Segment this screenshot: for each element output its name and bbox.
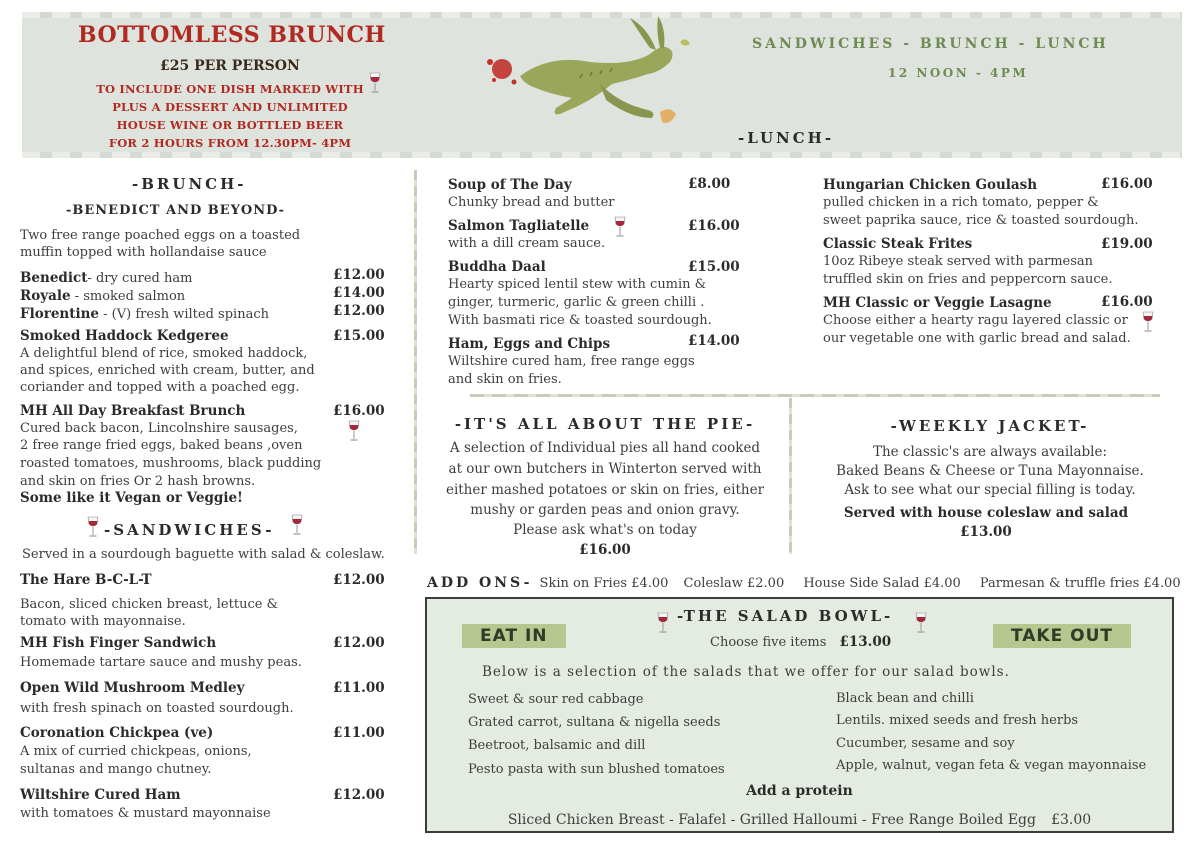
salad-choose: Choose five items <box>710 635 827 650</box>
lunch-item-name: Hungarian Chicken Goulash <box>823 177 1038 193</box>
benedict-intro-1: Two free range poached eggs on a toasted <box>20 228 301 243</box>
kedgeree-desc-1: A delightful blend of rice, smoked haddock, <box>20 346 308 361</box>
sandwich-desc: tomato with mayonnaise. <box>20 614 186 629</box>
brunch-line-3: HOUSE WINE OR BOTTLED BEER <box>116 118 344 132</box>
sandwich-price: £12.00 <box>333 635 385 651</box>
lunch-item-price: £14.00 <box>688 333 740 349</box>
sandwich-price: £12.00 <box>333 787 385 803</box>
addons-row <box>427 572 1187 593</box>
breakfast-desc-1: Cured back bacon, Lincolnshire sausages, <box>20 421 298 436</box>
sandwich-price: £11.00 <box>333 725 385 741</box>
jacket-line-2: Baked Beans & Cheese or Tuna Mayonnaise. <box>836 463 1144 479</box>
lunch-heading: -LUNCH- <box>738 129 835 147</box>
salad-option: Lentils. mixed seeds and fresh herbs <box>836 713 1079 728</box>
lunch-item-price: £16.00 <box>1101 294 1153 310</box>
pie-price: £16.00 <box>579 542 631 558</box>
salad-option: Black bean and chilli <box>836 691 974 706</box>
sandwich-price: £11.00 <box>333 680 385 696</box>
lunch-item-desc: ginger, turmeric, garlic & green chilli . <box>448 295 705 310</box>
wine-glass-icon <box>656 612 670 634</box>
benedict-intro-2: muffin topped with hollandaise sauce <box>20 245 267 260</box>
lunch-item-price: £19.00 <box>1101 236 1153 252</box>
lunch-item-desc: sweet paprika sauce, rice & toasted sourdough. <box>823 213 1139 228</box>
brunch-line-1: TO INCLUDE ONE DISH MARKED WITH <box>96 82 364 96</box>
sandwich-name: Open Wild Mushroom Medley <box>20 680 245 696</box>
lunch-item-desc: truffled skin on fries and peppercorn sauce. <box>823 272 1113 287</box>
lunch-item-name: Salmon Tagliatelle <box>448 218 590 234</box>
item-desc: - (V) fresh wilted spinach <box>99 307 269 322</box>
pie-jacket-divider <box>789 398 792 554</box>
header-hours: 12 NOON - 4PM <box>888 66 1029 80</box>
protein-options: Sliced Chicken Breast - Falafel - Grilled Halloumi - Free Range Boiled Egg <box>507 812 1036 828</box>
jacket-line-1: The classic's are always available: <box>872 444 1108 460</box>
pie-heading: -IT'S ALL ABOUT THE PIE- <box>454 415 756 433</box>
wine-glass-icon <box>86 516 100 538</box>
salad-heading: -THE SALAD BOWL- <box>677 607 894 625</box>
jacket-line-3: Ask to see what our special filling is today. <box>844 482 1136 498</box>
lunch-item-desc: and skin on fries. <box>448 372 562 387</box>
lunch-item-desc: Wiltshire cured ham, free range eggs <box>448 354 695 369</box>
breakfast-desc-3: roasted tomatoes, mushrooms, black pudding <box>20 456 322 471</box>
salad-option: Cucumber, sesame and soy <box>836 736 1015 751</box>
jacket-heading: -WEEKLY JACKET- <box>890 417 1090 435</box>
lunch-item-name: Buddha Daal <box>448 259 546 275</box>
lunch-item-price: £16.00 <box>688 218 740 234</box>
pie-line-4: mushy or garden peas and onion gravy. <box>470 502 740 518</box>
lunch-item-name: Soup of The Day <box>448 177 572 193</box>
item-desc: - smoked salmon <box>70 289 186 304</box>
wine-glass-icon <box>290 514 304 536</box>
sandwich-name: The Hare B-C-L-T <box>20 572 152 588</box>
salad-intro: Below is a selection of the salads that we offer for our salad bowls. <box>482 664 1010 680</box>
lunch-item-desc: with a dill cream sauce. <box>448 236 606 251</box>
protein-row <box>425 809 1174 830</box>
sandwich-name: Wiltshire Cured Ham <box>20 787 181 803</box>
salad-option: Pesto pasta with sun blushed tomatoes <box>468 762 725 777</box>
take-out-tag: TAKE OUT <box>993 624 1131 648</box>
kedgeree-desc-3: coriander and topped with a poached egg. <box>20 380 300 395</box>
wine-glass-icon <box>1141 311 1155 333</box>
jacket-served: Served with house coleslaw and salad <box>843 505 1129 521</box>
pie-line-5: Please ask what's on today <box>513 522 697 538</box>
eat-in-tag: EAT IN <box>462 624 566 648</box>
item-price: £14.00 <box>333 285 385 301</box>
lunch-item-desc: Hearty spiced lentil stew with cumin & <box>448 277 707 292</box>
lunch-item-name: Classic Steak Frites <box>823 236 973 252</box>
kedgeree-price: £15.00 <box>333 328 385 344</box>
jacket-price: £13.00 <box>960 524 1012 540</box>
item-desc: - dry cured ham <box>87 271 193 286</box>
bottomless-brunch-title: BOTTOMLESS BRUNCH <box>78 22 386 48</box>
addon-item: House Side Salad £4.00 <box>803 576 961 591</box>
pie-line-1: A selection of Individual pies all hand cooked <box>449 440 761 456</box>
breakfast-desc-2: 2 free range fried eggs, baked beans ,oven <box>20 438 303 453</box>
lunch-item-desc: Chunky bread and butter <box>448 195 615 210</box>
lunch-item-desc: Choose either a hearty ragu layered classic or <box>823 313 1128 328</box>
salad-option: Apple, walnut, vegan feta & vegan mayonnaise <box>836 758 1147 773</box>
item-name: Florentine <box>20 306 100 322</box>
lunch-item-price: £16.00 <box>1101 176 1153 192</box>
protein-heading: Add a protein <box>746 783 853 799</box>
salad-price: £13.00 <box>839 634 892 650</box>
brunch-heading: -BRUNCH- <box>132 175 247 193</box>
column-divider <box>414 170 417 554</box>
brunch-line-2: PLUS A DESSERT AND UNLIMITED <box>112 100 348 114</box>
item-name: Benedict <box>20 270 88 286</box>
vegan-note: Some like it Vegan or Veggie! <box>20 490 243 506</box>
item-name: Royale <box>20 288 71 304</box>
wine-glass-icon <box>914 612 928 634</box>
sandwich-price: £12.00 <box>333 572 385 588</box>
sandwiches-intro: Served in a sourdough baguette with salad & coleslaw. <box>22 547 385 562</box>
item-price: £12.00 <box>333 303 385 319</box>
sandwich-desc: sultanas and mango chutney. <box>20 762 212 777</box>
addon-item: Skin on Fries £4.00 <box>539 576 669 591</box>
sandwich-desc: with tomatoes & mustard mayonnaise <box>20 806 271 821</box>
salad-choose-row <box>710 631 891 652</box>
lunch-item-desc: pulled chicken in a rich tomato, pepper & <box>823 195 1099 210</box>
lunch-item-desc: With basmati rice & toasted sourdough. <box>448 313 712 328</box>
addon-item: Coleslaw £2.00 <box>683 576 785 591</box>
sandwich-desc: Homemade tartare sauce and mushy peas. <box>20 655 302 670</box>
benedict-subheading: -BENEDICT AND BEYOND- <box>66 203 286 218</box>
lunch-item-price: £8.00 <box>688 176 731 192</box>
brunch-price: £25 PER PERSON <box>160 58 300 74</box>
wine-glass-icon <box>347 420 361 442</box>
florentine-row <box>20 303 390 324</box>
lunch-item-name: Ham, Eggs and Chips <box>448 336 611 352</box>
wine-glass-icon <box>368 72 382 94</box>
kedgeree-desc-2: and spices, enriched with cream, butter, and <box>20 363 315 378</box>
header-tagline: SANDWICHES - BRUNCH - LUNCH <box>752 36 1109 52</box>
pie-line-2: at our own butchers in Winterton served with <box>448 461 762 477</box>
breakfast-price: £16.00 <box>333 403 385 419</box>
lunch-item-price: £15.00 <box>688 259 740 275</box>
salad-option: Grated carrot, sultana & nigella seeds <box>468 715 721 730</box>
salad-option: Sweet & sour red cabbage <box>468 692 644 707</box>
lunch-item-name: MH Classic or Veggie Lasagne <box>823 295 1052 311</box>
hare-illustration <box>480 14 710 134</box>
lunch-item-desc: our vegetable one with garlic bread and salad. <box>823 331 1131 346</box>
addon-item: Parmesan & truffle fries £4.00 <box>979 576 1181 591</box>
brunch-line-4: FOR 2 HOURS FROM 12.30PM- 4PM <box>108 136 352 150</box>
addons-label: ADD ONS- <box>427 575 533 591</box>
pie-line-3: either mashed potatoes or skin on fries, either <box>445 482 765 498</box>
breakfast-desc-4: and skin on fries Or 2 hash browns. <box>20 474 256 489</box>
sandwiches-heading: -SANDWICHES- <box>104 521 275 539</box>
section-divider <box>470 394 1160 397</box>
salad-option: Beetroot, balsamic and dill <box>468 738 646 753</box>
wine-glass-icon <box>613 216 627 238</box>
sandwich-name: Coronation Chickpea (ve) <box>20 725 214 741</box>
sandwich-desc: Bacon, sliced chicken breast, lettuce & <box>20 597 279 612</box>
sandwich-desc: A mix of curried chickpeas, onions, <box>20 744 252 759</box>
breakfast-name: MH All Day Breakfast Brunch <box>20 403 246 419</box>
sandwich-name: MH Fish Finger Sandwich <box>20 635 217 651</box>
kedgeree-name: Smoked Haddock Kedgeree <box>20 328 229 344</box>
lunch-item-desc: 10oz Ribeye steak served with parmesan <box>823 254 1094 269</box>
item-price: £12.00 <box>333 267 385 283</box>
protein-price: £3.00 <box>1051 812 1092 828</box>
sandwich-desc: with fresh spinach on toasted sourdough. <box>20 701 294 716</box>
